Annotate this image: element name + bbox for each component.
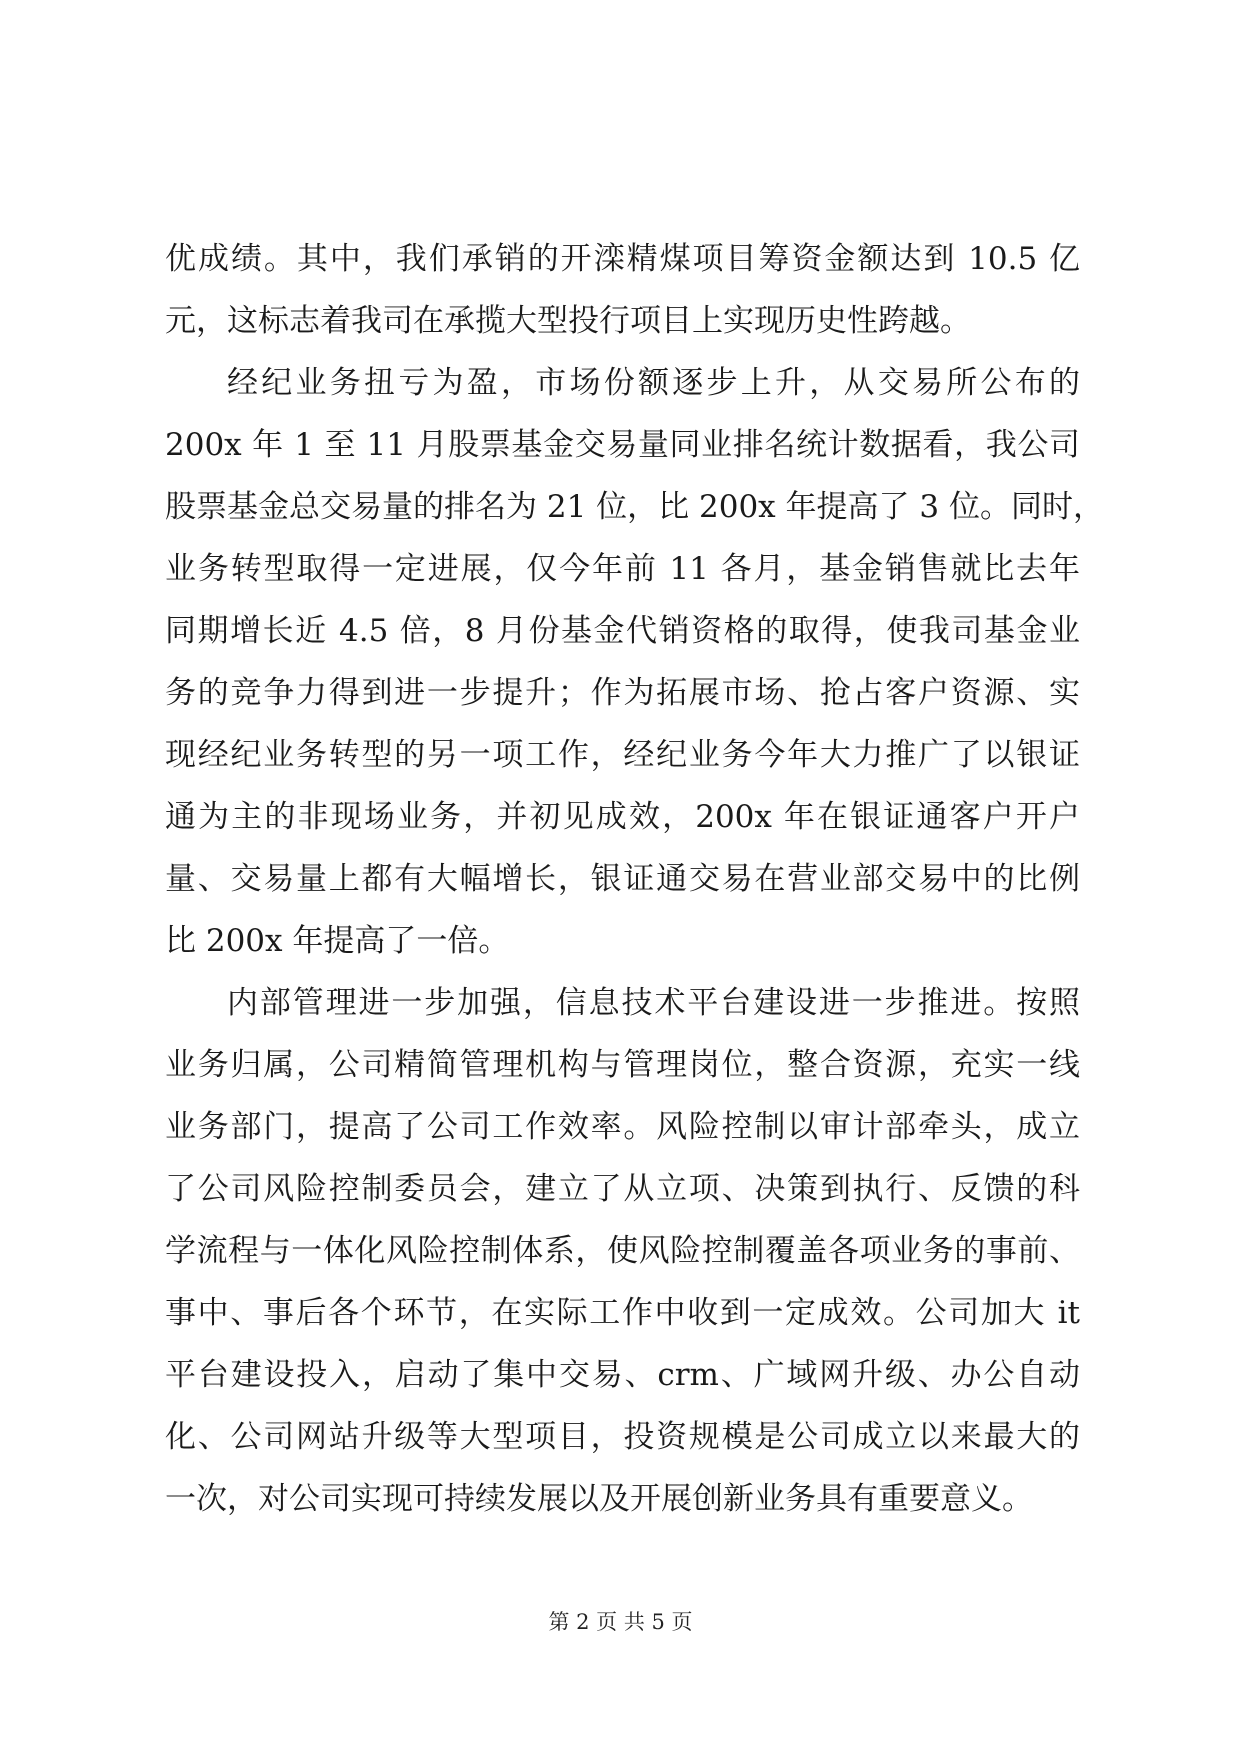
text-line: 通为主的非现场业务，并初见成效，200x 年在银证通客户开户 (165, 799, 1080, 835)
text-line: 量、交易量上都有大幅增长，银证通交易在营业部交易中的比例 (165, 861, 1080, 897)
document-body (165, 228, 1104, 1530)
text-line: 平台建设投入，启动了集中交易、crm、广域网升级、办公自动 (165, 1357, 1080, 1393)
text-line: 200x 年 1 至 11 月股票基金交易量同业排名统计数据看，我公司 (165, 427, 1080, 463)
text-line: 股票基金总交易量的排名为 21 位，比 200x 年提高了 3 位。同时， (165, 489, 1104, 525)
text-line: 经纪业务扭亏为盈，市场份额逐步上升，从交易所公布的 (227, 365, 1080, 401)
text-line: 优成绩。其中，我们承销的开滦精煤项目筹资金额达到 10.5 亿 (165, 241, 1080, 277)
text-line: 业务部门，提高了公司工作效率。风险控制以审计部牵头，成立 (165, 1109, 1080, 1145)
text-line: 化、公司网站升级等大型项目，投资规模是公司成立以来最大的 (165, 1419, 1080, 1455)
text-line: 学流程与一体化风险控制体系，使风险控制覆盖各项业务的事前、 (165, 1233, 1080, 1269)
text-line: 现经纪业务转型的另一项工作，经纪业务今年大力推广了以银证 (165, 737, 1080, 773)
text-line: 比 200x 年提高了一倍。 (165, 923, 510, 959)
text-line: 一次，对公司实现可持续发展以及开展创新业务具有重要意义。 (165, 1481, 1033, 1517)
paragraph-1 (165, 228, 1080, 352)
paragraph-3 (165, 972, 1080, 1530)
text-line: 内部管理进一步加强，信息技术平台建设进一步推进。按照 (227, 985, 1080, 1021)
page-number-footer: 第 2 页 共 5 页 (548, 1610, 693, 1634)
paragraph-2 (165, 352, 1104, 972)
text-line: 同期增长近 4.5 倍，8 月份基金代销资格的取得，使我司基金业 (165, 613, 1080, 649)
text-line: 业务归属，公司精简管理机构与管理岗位，整合资源，充实一线 (165, 1047, 1080, 1083)
text-line: 了公司风险控制委员会，建立了从立项、决策到执行、反馈的科 (165, 1171, 1080, 1207)
text-line: 事中、事后各个环节，在实际工作中收到一定成效。公司加大 it (165, 1295, 1080, 1331)
text-line: 元，这标志着我司在承揽大型投行项目上实现历史性跨越。 (165, 303, 971, 339)
text-line: 务的竞争力得到进一步提升；作为拓展市场、抢占客户资源、实 (165, 675, 1080, 711)
text-line: 业务转型取得一定进展，仅今年前 11 各月，基金销售就比去年 (165, 551, 1080, 587)
